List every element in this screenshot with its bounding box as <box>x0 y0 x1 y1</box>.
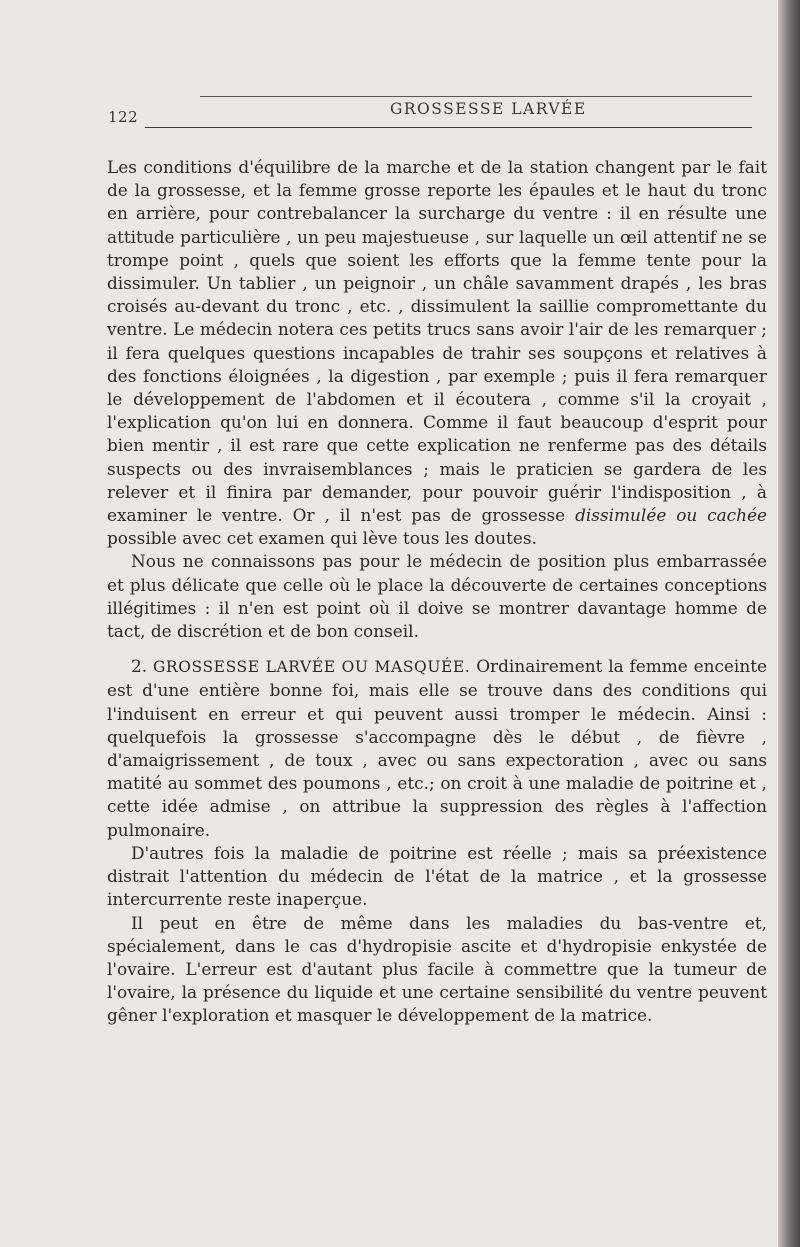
paragraph-4: D'autres fois la maladie de poitrine est réelle ; mais sa préexistence distrait l'attention du médecin de l'état de la matrice , et la grossesse intercurrente reste inaperçue. <box>107 842 767 910</box>
book-edge <box>778 0 800 1247</box>
paragraph-1-text: Les conditions d'équilibre de la marche et de la station changent par le fait de la grossesse, et la femme grosse reporte les épaules et le haut du tronc en arrière, pour contrebalancer la surcharge du ventre : il en résulte une attitude particulière , un peu majestueuse , sur laquelle un œil attentif ne se trompe point , quels que soient les efforts que la femme tente pour la dissimuler. Un tablier , un peignoir , un châle savamment drapés , les bras croisés au-devant du tronc , etc. , dissimulent la saillie compromettante du ventre. Le médecin notera ces petits trucs sans avoir l'air de les remarquer ; il fera quelques questions incapables de trahir ses soupçons et relatives à des fonctions éloignées , la digestion , par exemple ; puis il fera remarquer le développement de l'abdomen et il écoutera , comme s'il la croyait , l'explication qu'on lui en donnera. Comme il faut beaucoup d'esprit pour bien mentir , il est rare que cette explication ne renferme pas des détails suspects ou des invraisemblances ; mais le praticien se gardera de les relever et il finira par demander, pour pouvoir guérir l'indisposition , à examiner le ventre. Or , il n'est pas de grossesse <box>107 157 767 526</box>
header-rule-top <box>200 96 752 97</box>
paragraph-1 <box>107 156 767 550</box>
paragraph-5: Il peut en être de même dans les maladies du bas-ventre et, spécialement, dans le cas d'hydropisie ascite et d'hydropisie enkystée de l'ovaire. L'erreur est d'autant plus facile à commettre que la tumeur de l'ovaire, la présence du liquide et une certaine sensibilité du ventre peuvent gêner l'exploration et masquer le développement de la matrice. <box>107 912 767 1026</box>
emphasis-dissimulee: dissimulée ou cachée <box>575 505 768 526</box>
section-number: 2. <box>131 656 148 677</box>
page-number: 122 <box>108 108 139 126</box>
section-title: GROSSESSE LARVÉE OU MASQUÉE. <box>152 658 471 677</box>
header-rule-bottom <box>145 127 752 128</box>
running-head: GROSSESSE LARVÉE <box>390 100 587 118</box>
paragraph-1-end: possible avec cet examen qui lève tous les doutes. <box>107 528 537 549</box>
paragraph-2: Nous ne connaissons pas pour le médecin de position plus embarrassée et plus délicate que celle où le place la découverte de certaines conceptions illégitimes : il n'en est point où il doive se montrer davantage homme de tact, de discrétion et de bon conseil. <box>107 551 767 642</box>
section-2 <box>107 655 767 842</box>
section-2-text: Ordinairement la femme enceinte est d'une entière bonne foi, mais elle se trouve dans des conditions qui l'induisent en erreur et qui peuvent aussi tromper le médecin. Ainsi : quelquefois la grossesse s'accompagne dès le début , de fièvre , d'amaigrissement , de toux , avec ou sans expectoration , avec ou sans matité au sommet des poumons , etc.; on croit à une maladie de poitrine et , cette idée admise , on attribue la suppression des règles à l'affection pulmonaire. <box>107 656 767 840</box>
body-text <box>107 156 767 1028</box>
